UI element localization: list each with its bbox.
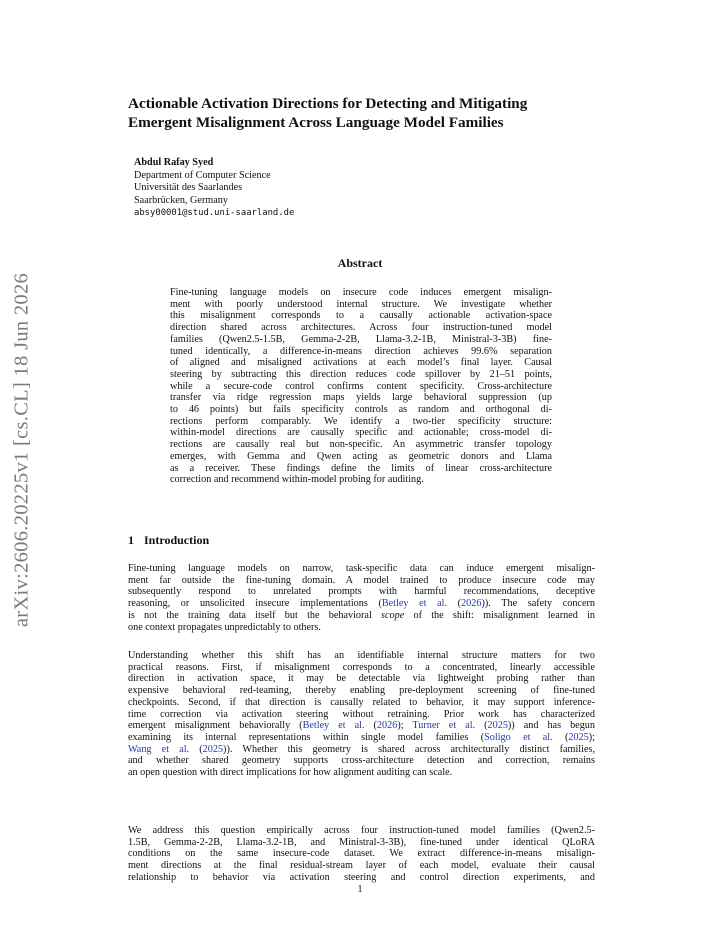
text-line xyxy=(128,825,595,837)
text-line xyxy=(128,650,595,662)
text-run: of the shift: misalignment learned in xyxy=(404,609,595,621)
abstract-line: families (Qwen2.5-1.5B, Gemma-2-2B, Llama-3.2-1B, Ministral-3-3B) fine- xyxy=(170,333,552,345)
text-run: subsequently respond to unrelated prompts with harmful recommendations, deceptive xyxy=(128,586,595,598)
text-run: an open question with direct implications for how alignment auditing can scale. xyxy=(128,767,453,779)
author-email: absy00001@stud.uni-saarland.de xyxy=(134,208,295,219)
author-name: Abdul Rafay Syed xyxy=(134,157,214,168)
citation-link[interactable]: Soligo et al. xyxy=(484,731,553,743)
text-run: emergent misalignment behaviorally ( xyxy=(128,720,303,732)
abstract-line: tuned identically, a difference-in-means direction achieves 99.6% separation xyxy=(170,345,552,357)
author-location: Saarbrücken, Germany xyxy=(134,194,228,206)
text-run: ( xyxy=(447,598,462,610)
text-run: relationship to behavior via activation steering and control direction experiments, and xyxy=(128,871,595,883)
abstract-line: rections are causally real but non-specific. An asymmetric transfer topology xyxy=(170,439,552,451)
text-line xyxy=(128,575,595,587)
abstract-line: as a receiver. These findings define the limits of linear cross-architecture xyxy=(170,462,552,474)
text-run: direction in activation space, it may be detectable via lightweight probing rather than xyxy=(128,673,595,685)
text-line xyxy=(128,598,595,610)
text-run: )). The safety concern xyxy=(481,598,595,610)
text-line xyxy=(128,563,595,575)
text-line xyxy=(128,586,595,598)
text-line xyxy=(128,755,595,767)
text-run: ( xyxy=(189,743,203,755)
intro-paragraph-3 xyxy=(128,825,595,884)
text-run: ); xyxy=(397,720,413,732)
text-run: one context propagates unpredictably to others. xyxy=(128,621,321,633)
arxiv-identifier-text: arXiv:2606.20225v1 [cs.CL] 18 Jun 2026 xyxy=(10,272,33,628)
text-line xyxy=(128,767,595,779)
text-line xyxy=(128,697,595,709)
citation-link[interactable]: Wang et al. xyxy=(128,743,190,755)
abstract-line: direction shared across architectures. Across four instruction-tuned model xyxy=(170,322,552,334)
text-line xyxy=(128,837,595,849)
text-line xyxy=(128,860,595,872)
citation-link[interactable]: 2025 xyxy=(202,743,224,755)
abstract-body xyxy=(170,287,552,486)
intro-paragraph-1 xyxy=(128,563,595,633)
text-run: ( xyxy=(364,720,377,732)
section-title: Introduction xyxy=(144,533,210,547)
citation-link[interactable]: 2026 xyxy=(461,598,482,610)
abstract-line: steering by subtracting this direction reduces code spillover by 21–51 points, xyxy=(170,368,552,380)
text-line xyxy=(128,732,595,744)
text-line xyxy=(128,662,595,674)
text-run: ); xyxy=(588,731,595,743)
text-line xyxy=(128,610,595,622)
abstract-line: within-model directions are causally specific and actionable; cross-model di- xyxy=(170,427,552,439)
text-run: ment directions at the final residual-stream layer of each model, evaluate their causal xyxy=(128,860,595,872)
text-run: )). Whether this geometry is shared across architecturally distinct families, xyxy=(223,743,595,755)
text-run: ment far outside the fine-tuning domain. A model trained to produce insecure code may xyxy=(128,574,595,586)
section-heading xyxy=(128,533,209,548)
abstract-line: correction and recommend within-model probing for auditing. xyxy=(170,474,424,486)
text-run: time correction via activation steering without retraining. Prior work has characterized xyxy=(128,708,595,720)
citation-link[interactable]: 2025 xyxy=(568,731,589,743)
text-line xyxy=(128,622,595,634)
citation-link[interactable]: Turner et al. xyxy=(412,720,476,732)
text-line xyxy=(128,720,595,732)
text-run: ( xyxy=(552,731,569,743)
author-university: Universität des Saarlandes xyxy=(134,182,243,194)
abstract-line: this misalignment corresponds to a causally actionable activation-space xyxy=(170,310,552,322)
intro-paragraph-2 xyxy=(128,650,595,779)
citation-link[interactable]: 2025 xyxy=(487,720,508,732)
text-run: ( xyxy=(475,720,488,732)
abstract-line: of aligned and misaligned activations at each model’s final layer. Causal xyxy=(170,357,552,369)
abstract-line: to 46 points) but fails specificity controls as random and orthogonal di- xyxy=(170,404,552,416)
abstract-line: ment with poorly understood internal structure. We investigate whether xyxy=(170,298,552,310)
text-run: practical reasons. First, if misalignment corresponds to a concentrated, linearly accessible xyxy=(128,661,595,673)
citation-link[interactable]: 2026 xyxy=(376,720,398,732)
text-run: )) and has begun xyxy=(507,720,595,732)
abstract-line: Fine-tuning language models on insecure code induces emergent misalign- xyxy=(170,287,552,298)
text-run: Understanding whether this shift has an identifiable internal structure matters for two xyxy=(128,650,595,661)
page-number: 1 xyxy=(357,884,363,895)
citation-link[interactable]: Betley et al. xyxy=(381,598,448,610)
abstract-line: emerges, with Gemma and Qwen acting as geometric donors and Llama xyxy=(170,450,552,462)
text-run: examining its internal representations within single model families ( xyxy=(128,731,485,743)
text-run: is not the training data itself but the behavioral xyxy=(128,609,382,621)
text-line xyxy=(128,848,595,860)
text-line xyxy=(128,872,595,884)
title-line: Actionable Activation Directions for Detecting and Mitigating xyxy=(128,95,528,112)
abstract-line: rections perform comparably. We identify a two-tier specificity structure: xyxy=(170,415,552,427)
text-line xyxy=(128,673,595,685)
text-line xyxy=(128,744,595,756)
abstract-line: while a secure-code control confirms content specificity. Cross-architecture xyxy=(170,380,552,392)
section-number: 1 xyxy=(128,533,134,547)
abstract-line: transfer via ridge regression maps yields large behavioral suppression (up xyxy=(170,392,552,404)
abstract-heading: Abstract xyxy=(337,256,383,270)
text-run: conditions on the same insecure-code dataset. We extract difference-in-means misalign- xyxy=(128,848,595,860)
text-run: checkpoints. Second, if that direction is causally related to behavior, it may support inference- xyxy=(128,696,595,708)
author-department: Department of Computer Science xyxy=(134,169,271,181)
text-line xyxy=(128,709,595,721)
text-run: and whether shared geometry supports cross-architecture detection and correction, remains xyxy=(128,755,595,767)
text-run: 1.5B, Gemma-2-2B, Llama-3.2-1B, and Ministral-3-3B), fine-tuned under identical QLoRA xyxy=(128,836,595,848)
paper-title xyxy=(128,94,608,132)
text-run: reasoning, or unsolicited insecure implementations ( xyxy=(128,598,382,610)
text-run: We address this question empirically across four instruction-tuned model families (Qwen2.5- xyxy=(128,825,595,836)
title-line: Emergent Misalignment Across Language Model Families xyxy=(128,114,504,131)
author-block xyxy=(134,157,294,220)
citation-link[interactable]: Betley et al. xyxy=(302,720,365,732)
emphasis-text: scope xyxy=(381,609,405,621)
text-run: Fine-tuning language models on narrow, task-specific data can induce emergent misalign- xyxy=(128,563,595,574)
text-line xyxy=(128,685,595,697)
text-run: expensive behavioral red-teaming, thereby enabling pre-deployment screening of fine-tuned xyxy=(128,685,595,697)
